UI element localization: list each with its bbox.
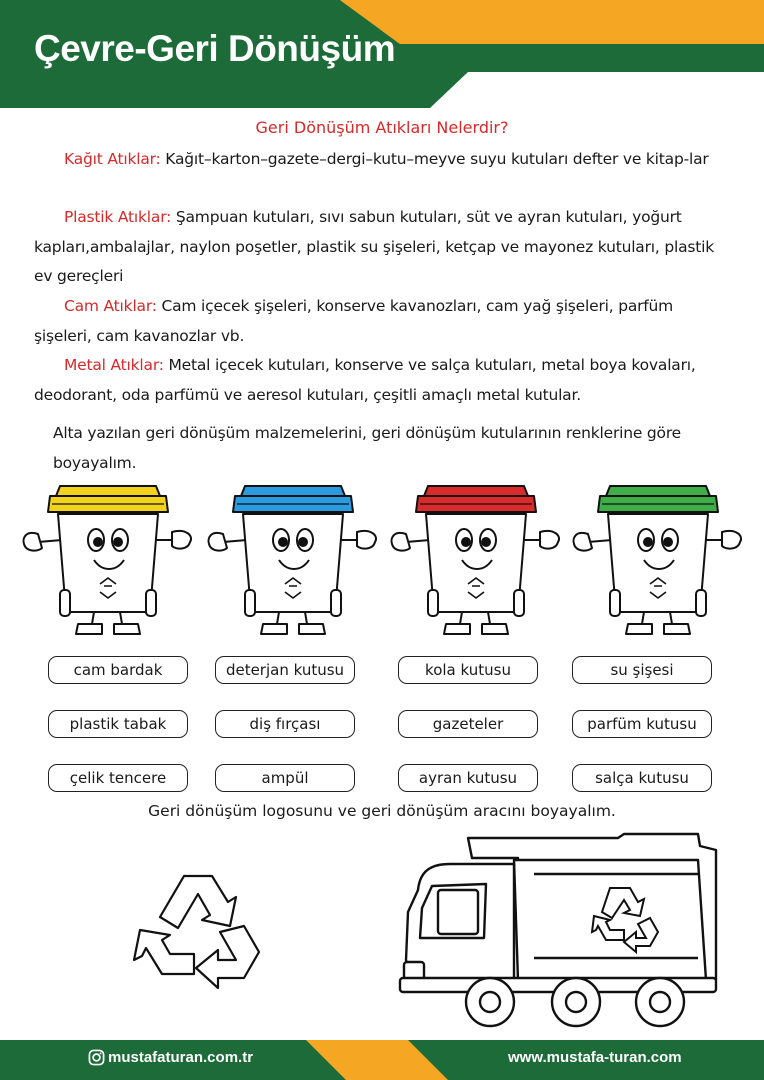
material-box: diş fırçası (215, 710, 355, 738)
material-box: ayran kutusu (398, 764, 538, 792)
material-box: plastik tabak (48, 710, 188, 738)
material-box: çelik tencere (48, 764, 188, 792)
material-box: kola kutusu (398, 656, 538, 684)
blue-bin-icon (203, 480, 383, 640)
material-box: su şişesi (572, 656, 712, 684)
material-box: deterjan kutusu (215, 656, 355, 684)
category-glass (34, 292, 734, 351)
category-text: Şampuan kutuları, sıvı sabun kutuları, süt ve ayran kutuları, yoğurt kapları,ambalajlar, naylon poşetler, plastik su şişeleri, ketçap ve mayonez kutuları, plastik ev gereçleri (34, 208, 715, 285)
yellow-bin-icon (18, 480, 198, 640)
category-label: Metal Atıklar: (64, 356, 164, 374)
footer-instagram: mustafaturan.com.tr (108, 1049, 254, 1066)
material-box: salça kutusu (572, 764, 712, 792)
footer-website: www.mustafa-turan.com (508, 1049, 682, 1066)
category-label: Kağıt Atıklar: (64, 150, 161, 168)
category-label: Plastik Atıklar: (64, 208, 172, 226)
category-text: Kağıt–karton–gazete–dergi–kutu–meyve suyu kutuları defter ve kitap-lar (160, 150, 709, 168)
section-heading: Geri Dönüşüm Atıkları Nelerdir? (255, 118, 509, 137)
material-box: gazeteler (398, 710, 538, 738)
material-box: parfüm kutusu (572, 710, 712, 738)
material-box: ampül (215, 764, 355, 792)
category-label: Cam Atıklar: (64, 297, 157, 315)
recycle-logo-icon (132, 868, 277, 1000)
page-title: Çevre-Geri Dönüşüm (34, 28, 396, 69)
instagram-icon (88, 1049, 105, 1066)
subinstruction-text: Geri dönüşüm logosunu ve geri dönüşüm aracını boyayalım. (148, 802, 616, 820)
category-text: Cam içecek şişeleri, konserve kavanozları, cam yağ şişeleri, parfüm şişeleri, cam kavanozlar vb. (34, 297, 674, 345)
category-text: Metal içecek kutuları, konserve ve salça kutuları, metal boya kovaları, deodorant, oda parfümü ve aeresol kutuları, çeşitli amaçlı metal kutular. (34, 356, 696, 404)
category-paper (34, 145, 734, 175)
instruction-text: Alta yazılan geri dönüşüm malzemelerini, geri dönüşüm kutularının renklerine göre boyayalım. (53, 424, 682, 472)
material-box: cam bardak (48, 656, 188, 684)
red-bin-icon (386, 480, 566, 640)
garbage-truck-icon (398, 830, 734, 1030)
category-plastic (34, 203, 734, 292)
green-bin-icon (568, 480, 748, 640)
category-metal (34, 351, 734, 410)
